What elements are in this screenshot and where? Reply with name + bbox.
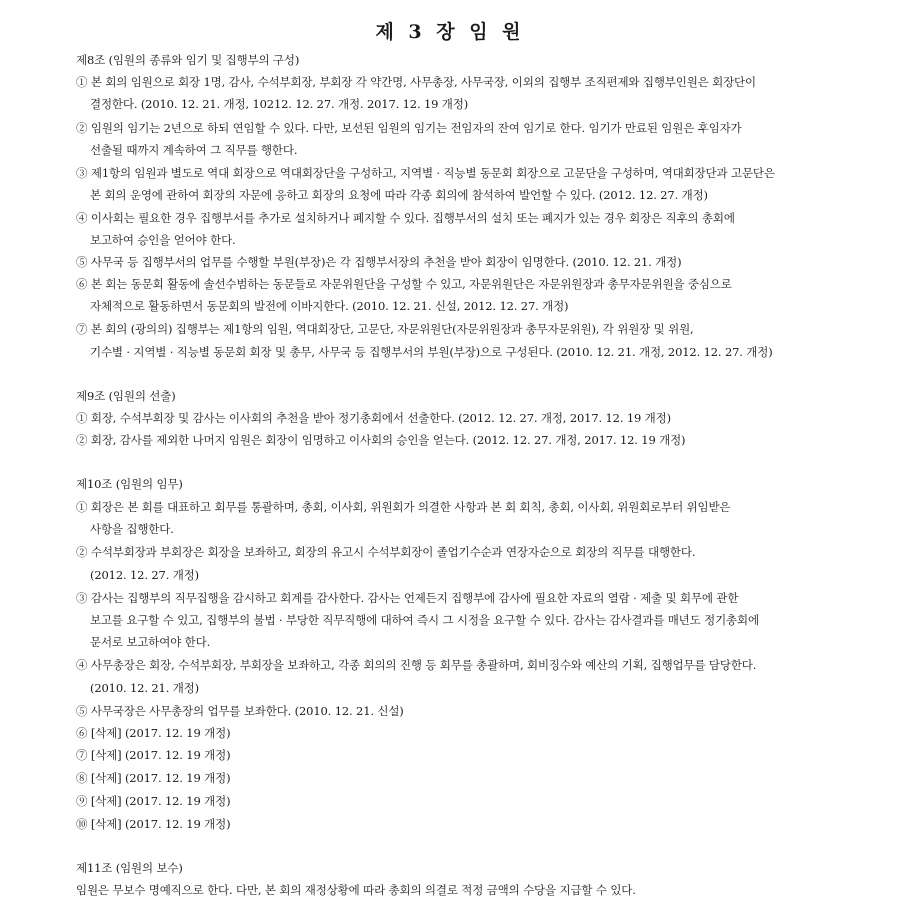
article-8-clause-2-cont: 선출될 때까지 계속하여 그 직무를 행한다. xyxy=(90,143,298,157)
article-9-clause-1: ① 회장, 수석부회장 및 감사는 이사회의 추천을 받아 정기총회에서 선출한다. (2012. 12. 27. 개정, 2017. 12. 19 개정) xyxy=(76,411,671,425)
article-10-clause-4: ④ 사무총장은 회장, 수석부회장, 부회장을 보좌하고, 각종 회의의 진행 등 회무를 총괄하며, 회비징수와 예산의 기획, 집행업무를 담당한다. xyxy=(76,658,757,672)
chapter-title: 제 3 장 임 원 xyxy=(375,21,525,43)
article-8-clause-3: ③ 제1항의 임원과 별도로 역대 회장으로 역대회장단을 구성하고, 지역별 · 직능별 동문회 회장으로 고문단을 구성하며, 역대회장단과 고문단은 xyxy=(76,166,775,180)
article-9-heading: 제9조 (임원의 선출) xyxy=(76,389,176,403)
article-10-heading: 제10조 (임원의 임무) xyxy=(76,477,183,491)
article-10-clause-9: ⑨ [삭제] (2017. 12. 19 개정) xyxy=(76,794,231,808)
article-8-clause-4: ④ 이사회는 필요한 경우 집행부서를 추가로 설치하거나 폐지할 수 있다. 집행부서의 설치 또는 폐지가 있는 경우 회장은 직후의 총회에 xyxy=(76,211,735,225)
article-8-clause-1: ① 본 회의 임원으로 회장 1명, 감사, 수석부회장, 부회장 각 약간명, 사무총장, 사무국장, 이외의 집행부 조직편제와 집행부인원은 회장단이 xyxy=(76,75,756,89)
article-9-clause-2: ② 회장, 감사를 제외한 나머지 임원은 회장이 임명하고 이사회의 승인을 얻는다. (2012. 12. 27. 개정, 2017. 12. 19 개정) xyxy=(76,433,686,447)
article-11-text: 임원은 무보수 명예직으로 한다. 다만, 본 회의 재정상황에 따라 총회의 의결로 적정 금액의 수당을 지급할 수 있다. xyxy=(76,883,636,897)
article-10-clause-2-cont: (2012. 12. 27. 개정) xyxy=(90,568,199,582)
article-10-clause-3: ③ 감사는 집행부의 직무집행을 감시하고 회계를 감사한다. 감사는 언제든지 집행부에 감사에 필요한 자료의 열람 · 제출 및 회무에 관한 xyxy=(76,591,739,605)
article-8-clause-1-cont: 결정한다. (2010. 12. 21. 개정, 10212. 12. 27. 개정. 2017. 12. 19 개정) xyxy=(90,97,469,111)
article-8-clause-6: ⑥ 본 회는 동문회 활동에 솔선수범하는 동문들로 자문위원단을 구성할 수 있고, 자문위원단은 자문위원장과 총무자문위원을 중심으로 xyxy=(76,277,732,291)
article-10-clause-7: ⑦ [삭제] (2017. 12. 19 개정) xyxy=(76,748,231,762)
article-10-clause-10: ⑩ [삭제] (2017. 12. 19 개정) xyxy=(76,817,231,831)
article-8-clause-4-cont: 보고하여 승인을 얻어야 한다. xyxy=(90,233,236,247)
article-8-clause-7-cont: 기수별 · 지역별 · 직능별 동문회 회장 및 총무, 사무국 등 집행부서의 부원(부장)으로 구성된다. (2010. 12. 21. 개정, 2012. 12. 27. 개정) xyxy=(90,345,773,359)
article-10-clause-6: ⑥ [삭제] (2017. 12. 19 개정) xyxy=(76,726,231,740)
article-10-clause-1: ① 회장은 본 회를 대표하고 회무를 통괄하며, 총회, 이사회, 위원회가 의결한 사항과 본 회 회칙, 총회, 이사회, 위원회로부터 위임받은 xyxy=(76,500,731,514)
article-8-clause-2: ② 임원의 임기는 2년으로 하되 연임할 수 있다. 다만, 보선된 임원의 임기는 전임자의 잔여 임기로 한다. 임기가 만료된 임원은 후임자가 xyxy=(76,121,742,135)
article-8-clause-7: ⑦ 본 회의 (광의의) 집행부는 제1항의 임원, 역대회장단, 고문단, 자문위원단(자문위원장과 총무자문위원), 각 위원장 및 위원, xyxy=(76,322,694,336)
article-8-clause-3-cont: 본 회의 운영에 관하여 회장의 자문에 응하고 회장의 요청에 따라 각종 회의에 참석하여 발언할 수 있다. (2012. 12. 27. 개정) xyxy=(90,188,708,202)
article-10-clause-3-cont: 보고를 요구할 수 있고, 집행부의 불법 · 부당한 직무직행에 대하여 즉시 그 시정을 요구할 수 있다. 감사는 감사결과를 매년도 정기총회에 xyxy=(90,613,759,627)
article-8-heading: 제8조 (임원의 종류와 임기 및 집행부의 구성) xyxy=(76,53,300,67)
article-10-clause-8: ⑧ [삭제] (2017. 12. 19 개정) xyxy=(76,771,231,785)
article-10-clause-3-cont2: 문서로 보고하여야 한다. xyxy=(90,635,211,649)
article-10-clause-2: ② 수석부회장과 부회장은 회장을 보좌하고, 회장의 유고시 수석부회장이 졸업기수순과 연장자순으로 회장의 직무를 대행한다. xyxy=(76,545,696,559)
article-8-clause-5: ⑤ 사무국 등 집행부서의 업무를 수행할 부원(부장)은 각 집행부서장의 추천을 받아 회장이 임명한다. (2010. 12. 21. 개정) xyxy=(76,255,682,269)
article-10-clause-5: ⑤ 사무국장은 사무총장의 업무를 보좌한다. (2010. 12. 21. 신설) xyxy=(76,704,404,718)
article-11-heading: 제11조 (임원의 보수) xyxy=(76,861,183,875)
article-10-clause-1-cont: 사항을 집행한다. xyxy=(90,522,174,536)
article-10-clause-4-cont: (2010. 12. 21. 개정) xyxy=(90,681,199,695)
article-8-clause-6-cont: 자체적으로 활동하면서 동문회의 발전에 이바지한다. (2010. 12. 21. 신설, 2012. 12. 27. 개정) xyxy=(90,299,569,313)
